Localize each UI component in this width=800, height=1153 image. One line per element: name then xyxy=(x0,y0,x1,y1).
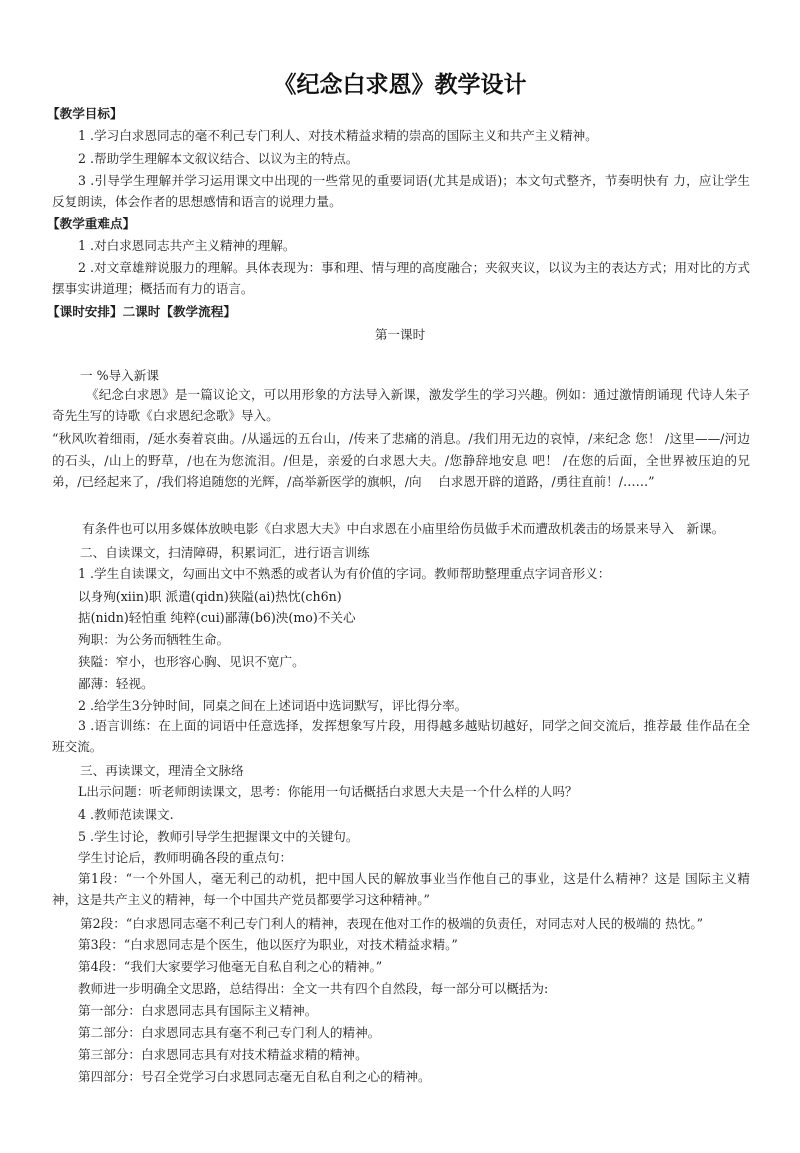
key-points-heading: 【教学重难点】 xyxy=(47,216,136,231)
section2-item-1: 1 .学生自读课文，勾画出文中不熟悉的或者认为有价值的字词。教师帮助整理重点字词音形义： xyxy=(78,566,611,581)
definition-1: 殉职：为公务而牺牲生命。 xyxy=(78,632,230,647)
structure-part-3: 第三部分：白求恩同志具有对技术精益求精的精神。 xyxy=(78,1047,368,1062)
objectives-heading: 【教学目标】 xyxy=(47,106,123,121)
lesson-title: 第一课时 xyxy=(374,327,426,342)
section2-item-3: 3 .语言训练：在上面的词语中任意选择，发挥想象写片段，用得越多越贴切越好，同学之间交流后，推荐最 佳作品在全班交流。 xyxy=(52,718,750,754)
key-sentence-para-2: 第2段：“白求恩同志毫不利己专门利人的精神，表现在他对工作的极端的负责任，对同志对人民的极端的 热忱。” xyxy=(80,916,704,931)
section3-heading: 三、再读课文，理清全文脉络 xyxy=(80,763,244,778)
objective-item-2: 2 .帮助学生理解本文叙议结合、以议为主的特点。 xyxy=(78,151,359,166)
key-point-item-2: 2 .对文章雄辩说服力的理解。具体表现为：事和理、情与理的高度融合；夹叙夹议，以议为主的表达方式；用对比的方式摆事实讲道理；概括而有力的语言。 xyxy=(52,260,750,296)
section2-item-2: 2 .给学生3分钟时间，同桌之间在上述词语中选词默写，评比得分率。 xyxy=(78,698,468,713)
objective-item-3: 3 .引导学生理解并学习运用课文中出现的一些常见的重要词语(尤其是成语)；本文句式整齐，节奏明快有 力，应让学生反复朗读，体会作者的思想感情和语言的说理力量。 xyxy=(52,173,750,209)
section3-item-4: 4 .教师范读课文. xyxy=(78,807,174,822)
section1-poem: “秋风吹着细雨，/延水奏着哀曲。/从遥远的五台山，/传来了悲痛的消息。/我们用无边的哀悼，/来纪念 您！ /这里——/河边的石头，/山上的野草，/也在为您流泪。/但是，亲爱的白求恩大夫。/您静辞地安息 吧！ /在您的后面，全世界被压迫的兄弟，/已经起来了，/我们将追随您的光辉，/高举新医学的旗帜，/向 白求恩开辟的道路，/勇往直前！/……” xyxy=(52,431,750,489)
page-title: 《纪念白求恩》教学设计 xyxy=(273,72,527,98)
section3-item-5: 5 .学生讨论，教师引导学生把握课文中的关键句。 xyxy=(78,829,359,844)
structure-part-2: 第二部分：白求恩同志具有毫不利己专门利人的精神。 xyxy=(78,1025,381,1040)
definition-3: 鄙薄：轻视。 xyxy=(78,676,154,691)
key-sentence-para-1: 第1段：“一个外国人，毫无利己的动机，把中国人民的解放事业当作他自己的事业，这是什么精神？这是 国际主义精神，这是共产主义的精神，每一个中国共产党员都要学习这种精神。” xyxy=(52,871,750,907)
section3-after: 学生讨论后，教师明确各段的重点句： xyxy=(78,850,293,865)
section1-heading: 一 %导入新课 xyxy=(80,368,159,383)
section3-item-l: L出示问题：听老师朗读课文，思考：你能用一句话概括白求恩大夫是一个什么样的人吗？ xyxy=(78,784,578,799)
definition-2: 狭隘：窄小，也形容心胸、见识不宽广。 xyxy=(78,654,305,669)
vocab-line-1: 以身殉(xiin)职 派遣(qidn)狭隘(ai)热忱(ch6n) xyxy=(78,589,342,604)
structure-summary: 教师进一步明确全文思路，总结得出：全文一共有四个自然段，每一部分可以概括为: xyxy=(78,981,549,996)
key-sentence-para-3: 第3段：“白求恩同志是个医生，他以医疗为职业，对技术精益求精。” xyxy=(78,937,458,952)
key-sentence-para-4: 第4段：“我们大家要学习他毫无自私自利之心的精神。” xyxy=(78,959,383,974)
section1-alt: 有条件也可以用多媒体放映电影《白求恩大夫》中白求恩在小庙里给伤员做手术而遭敌机袭击的场景来导入 新课。 xyxy=(82,521,725,536)
structure-part-1: 第一部分：白求恩同志具有国际主义精神。 xyxy=(78,1003,318,1018)
vocab-line-2: 掂(nidn)轻怕重 纯粹(cui)鄙薄(b6)泱(mo)不关心 xyxy=(78,610,356,625)
key-point-item-1: 1 .对白求恩同志共产主义精神的理解。 xyxy=(78,238,296,253)
structure-part-4: 第四部分：号召全党学习白求恩同志毫无自私自利之心的精神。 xyxy=(78,1069,431,1084)
section1-intro: 《纪念白求恩》是一篇议论文，可以用形象的方法导入新课，激发学生的学习兴趣。例如：通过激情朗诵现 代诗人朱子奇先生写的诗歌《白求恩纪念歌》导入。 xyxy=(52,387,750,423)
schedule-line: 【课时安排】二课时【教学流程】 xyxy=(47,304,236,319)
objective-item-1: 1 .学习白求恩同志的毫不利己专门利人、对技术精益求精的崇高的国际主义和共产主义精神。 xyxy=(78,128,598,143)
section2-heading: 二、自读课文，扫清障碍，积累词汇，进行语言训练 xyxy=(80,545,370,560)
